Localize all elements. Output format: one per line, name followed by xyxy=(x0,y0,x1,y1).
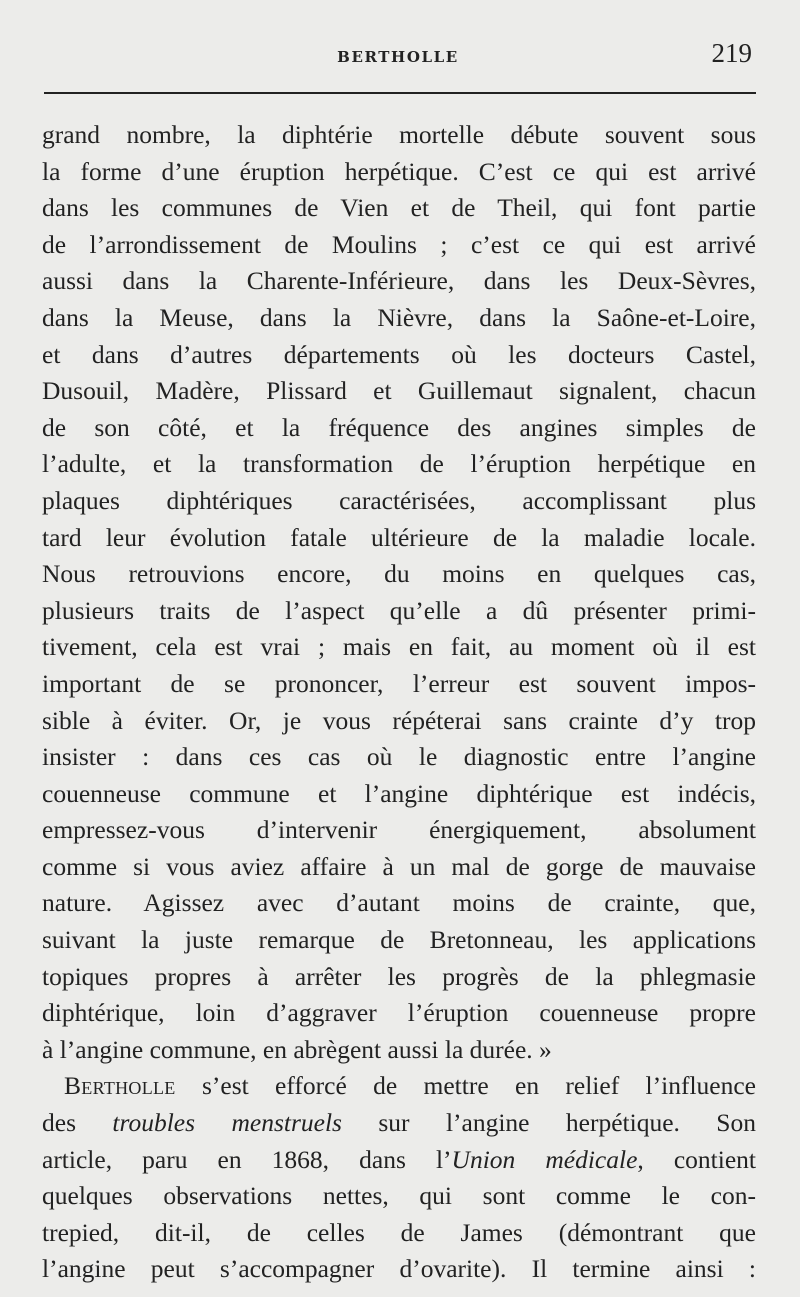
page-number: 219 xyxy=(711,38,752,68)
text-line: diphtérique, loin d’aggraver l’éruption couenneuse propre xyxy=(42,998,756,1028)
text-line: Dusouil, Madère, Plissard et Guillemaut signalent, chacun xyxy=(42,376,756,406)
text-line: dans les communes de Vien et de Theil, qui font partie xyxy=(42,193,756,223)
text-line: couenneuse commune et l’angine diphtérique est indécis, xyxy=(42,778,756,808)
text-fragment: sur l’angine herpétique. Son xyxy=(341,1108,756,1138)
text-line: Nous retrouvions encore, du moins en quelques cas, xyxy=(42,559,756,589)
paragraph-bertholle xyxy=(42,1068,756,1288)
text-line: empressez-vous d’intervenir énergiquement, absolument xyxy=(42,815,756,845)
text-line: l’adulte, et la transformation de l’éruption herpétique en xyxy=(42,449,756,479)
page-header xyxy=(44,38,752,78)
text-line: plusieurs traits de l’aspect qu’elle a dû présenter primi- xyxy=(42,595,756,625)
text-line xyxy=(42,1068,756,1105)
paragraph-quote-continuation xyxy=(42,117,756,1068)
text-line: important de se prononcer, l’erreur est souvent impos- xyxy=(42,668,756,698)
text-line: trepied, dit-il, de celles de James (démontrant que xyxy=(42,1217,756,1247)
text-line xyxy=(42,1142,756,1179)
text-line: comme si vous aviez affaire à un mal de gorge de mauvaise xyxy=(42,851,756,881)
text-line: topiques propres à arrêter les progrès de la phlegmasie xyxy=(42,961,756,991)
text-line: aussi dans la Charente-Inférieure, dans les Deux-Sèvres, xyxy=(42,266,756,296)
text-line: insister : dans ces cas où le diagnostic entre l’angine xyxy=(42,742,756,772)
header-rule xyxy=(44,92,756,94)
text-line: plaques diphtériques caractérisées, accomplissant plus xyxy=(42,485,756,515)
text-fragment: article, paru en 1868, dans l’ xyxy=(42,1144,452,1174)
text-line: et dans d’autres départements où les docteurs Castel, xyxy=(42,339,756,369)
text-line: suivant la juste remarque de Bretonneau, les applications xyxy=(42,925,756,955)
text-line: la forme d’une éruption herpétique. C’est ce qui est arrivé xyxy=(42,156,756,186)
author-name: Bertholle xyxy=(64,1071,176,1101)
text-fragment: des xyxy=(42,1108,113,1138)
italic-journal-title: Union médicale xyxy=(451,1144,638,1174)
text-line: sible à éviter. Or, je vous répéterai sans crainte d’y trop xyxy=(42,705,756,735)
text-line xyxy=(42,1105,756,1142)
text-line: dans la Meuse, dans la Nièvre, dans la Saône-et-Loire, xyxy=(42,302,756,332)
text-line: tivement, cela est vrai ; mais en fait, au moment où il est xyxy=(42,632,756,662)
text-line: à l’angine commune, en abrègent aussi la durée. » xyxy=(42,1034,552,1064)
italic-term: troubles menstruels xyxy=(112,1108,342,1138)
text-line: tard leur évolution fatale ultérieure de la maladie locale. xyxy=(42,522,756,552)
text-line: quelques observations nettes, qui sont comme le con- xyxy=(42,1181,756,1211)
text-line: grand nombre, la diphtérie mortelle débute souvent sous xyxy=(42,120,756,149)
text-fragment: , contient xyxy=(637,1144,756,1174)
text-line: l’angine peut s’accompagner d’ovarite). Il termine ainsi : xyxy=(42,1254,756,1284)
running-title: BERTHOLLE xyxy=(337,48,459,66)
text-line: de son côté, et la fréquence des angines simples de xyxy=(42,412,756,442)
text-line: nature. Agissez avec d’autant moins de crainte, que, xyxy=(42,888,756,918)
body-text xyxy=(42,117,756,1288)
text-line: de l’arrondissement de Moulins ; c’est ce qui est arrivé xyxy=(42,229,756,259)
text-fragment: s’est efforcé de mettre en relief l’influence xyxy=(175,1071,756,1101)
